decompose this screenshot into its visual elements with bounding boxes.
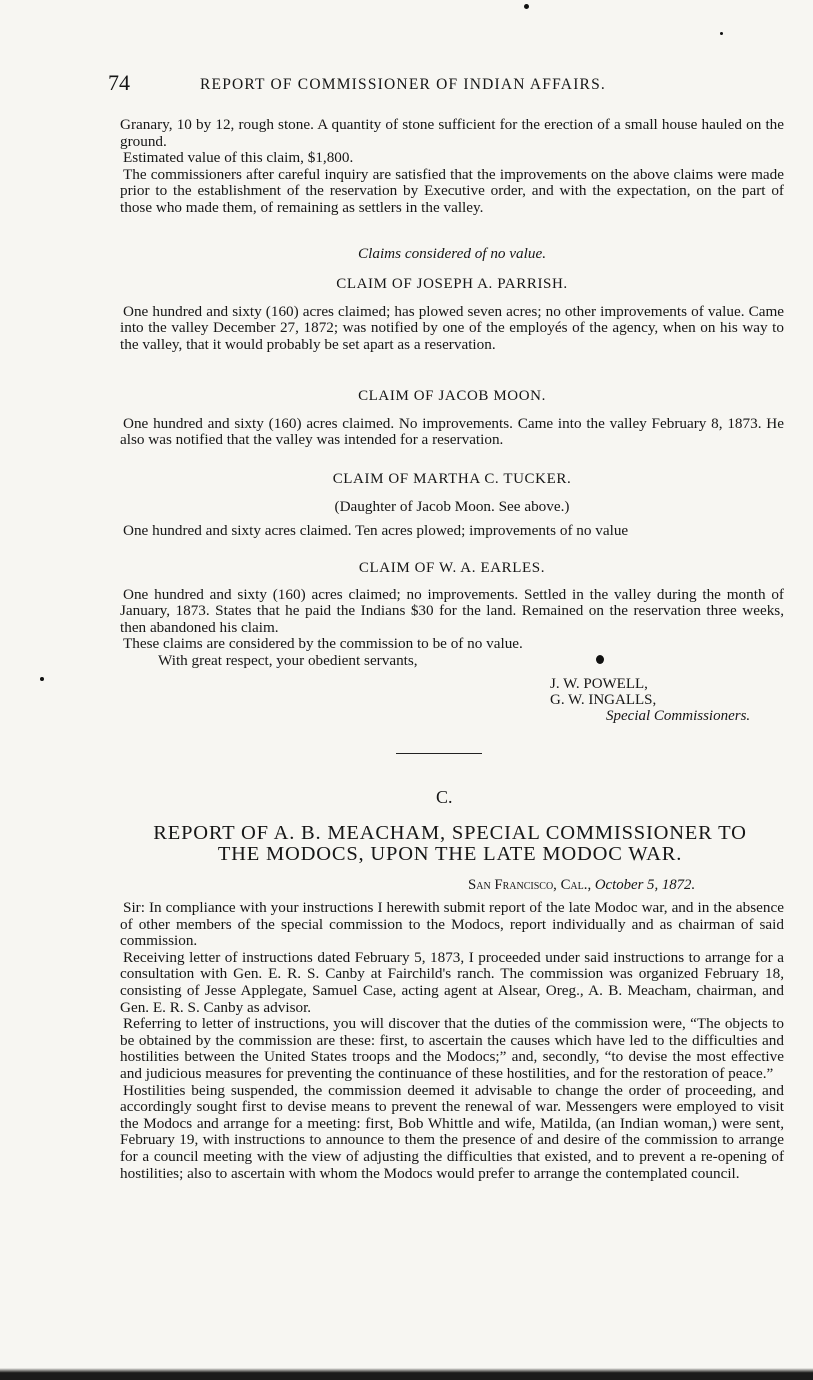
granary-line: Granary, 10 by 12, rough stone. A quantity of stone sufficient for the erection of a small house hauled on the ground. xyxy=(120,116,784,150)
ink-speck xyxy=(524,4,529,9)
closing-line: These claims are considered by the commission to be of no value. xyxy=(123,635,523,653)
commissioners-paragraph: The commissioners after careful inquiry are satisfied that the improvements on the above claims were made prior to the establishment of the reservation by Executive order, and with the expectation, on the part of those who made them, of remaining as settlers in the valley. xyxy=(120,165,784,216)
top-block xyxy=(120,117,784,217)
salutation-line: With great respect, your obedient servants, xyxy=(158,651,418,669)
signature-powell: J. W. POWELL, xyxy=(550,676,648,692)
claim-text: One hundred and sixty acres claimed. Ten acres plowed; improvements of no value xyxy=(123,522,629,540)
dateline-place: San Francisco, Cal., xyxy=(468,877,592,893)
claim-heading: CLAIM OF W. A. EARLES. xyxy=(358,560,546,576)
appendix-letter: C. xyxy=(436,787,453,807)
page-number: 74 xyxy=(108,70,130,95)
report-paragraph: Sir: In compliance with your instructions I herewith submit report of the late Modoc war, and in the absence of other members of the special commission to the Modocs, report individually and as chairman of said commission. xyxy=(120,899,784,950)
report-paragraph: Hostilities being suspended, the commission deemed it advisable to change the order of proceeding, and accordingly sought first to devise means to prevent the renewal of war. Messengers were employed to visit the Modocs and arrange for a meeting: first, Bob Whittle and wife, Matilda, (an Indian woman,) were sent, February 19, with instructions to announce to them the presence of and desire of the commission to arrange for a council meeting with the view of adjusting the difficulties that existed, and to prevent a re-opening of hostilities; also to ascertain with whom the Modocs would prefer to arrange the contemplated council. xyxy=(120,1081,784,1182)
signature-ingalls: G. W. INGALLS, xyxy=(550,692,657,708)
claim-subheading: (Daughter of Jacob Moon. See above.) xyxy=(334,497,570,515)
signature-title: Special Commissioners. xyxy=(606,708,751,724)
meacham-report-body xyxy=(120,900,784,1182)
appendix-title xyxy=(100,823,800,865)
running-head: REPORT OF COMMISSIONER OF INDIAN AFFAIRS. xyxy=(200,76,606,93)
ink-speck xyxy=(720,32,723,35)
section-title: Claims considered of no value. xyxy=(358,245,546,262)
claim-heading: CLAIM OF MARTHA C. TUCKER. xyxy=(332,471,572,487)
section-divider xyxy=(396,753,482,754)
dateline xyxy=(468,877,695,894)
claim-heading: CLAIM OF JOSEPH A. PARRISH. xyxy=(336,276,568,292)
claim-text: One hundred and sixty (160) acres claimed; no improvements. Settled in the valley during the month of January, 1873. States that he paid the Indians $30 for the land. Remained on the reservation three weeks, then abandoned his claim. xyxy=(120,585,784,636)
dateline-date: October 5, 1872. xyxy=(594,877,696,893)
section-title-block xyxy=(120,246,784,263)
report-paragraph: Referring to letter of instructions, you will discover that the duties of the commission were, “The objects to be obtained by the commission are these: first, to ascertain the causes which have led to the difficulties and hostilities between the United States troops and the Modocs;” and, secondly, “to devise the most effective and judicious measures for preventing the continuance of these hostilities, and for the restoration of peace.” xyxy=(120,1015,784,1082)
ink-speck xyxy=(40,677,44,681)
claim-heading: CLAIM OF JACOB MOON. xyxy=(358,388,546,404)
claim-earles xyxy=(120,560,784,670)
claim-moon xyxy=(120,388,784,449)
claim-text: One hundred and sixty (160) acres claimed. No improvements. Came into the valley February 8, 1873. He also was notified that the valley was intended for a reservation. xyxy=(120,414,784,449)
appendix-title-line-2: THE MODOCS, UPON THE LATE MODOC WAR. xyxy=(217,843,683,865)
ink-blot xyxy=(596,655,604,664)
claim-parrish xyxy=(120,276,784,353)
claim-tucker xyxy=(120,471,784,540)
scan-edge xyxy=(0,1368,813,1380)
appendix-title-line-1: REPORT OF A. B. MEACHAM, SPECIAL COMMISSIONER TO xyxy=(153,822,747,844)
report-paragraph: Receiving letter of instructions dated February 5, 1873, I proceeded under said instructions to arrange for a consultation with Gen. E. R. S. Canby at Fairchild's ranch. The commission was organized February 18, consisting of Jesse Applegate, Samuel Case, acting agent at Alsear, Oreg., A. B. Meacham, chairman, and Gen. E. R. S. Canby as advisor. xyxy=(120,948,784,1016)
claim-text: One hundred and sixty (160) acres claimed; has plowed seven acres; no other improvements of value. Came into the valley December 27, 1872; was notified by one of the employés of the agency, when on his way to the valley, that it would probably be set apart as a reservation. xyxy=(120,302,784,353)
estimated-value-line: Estimated value of this claim, $1,800. xyxy=(123,149,354,167)
